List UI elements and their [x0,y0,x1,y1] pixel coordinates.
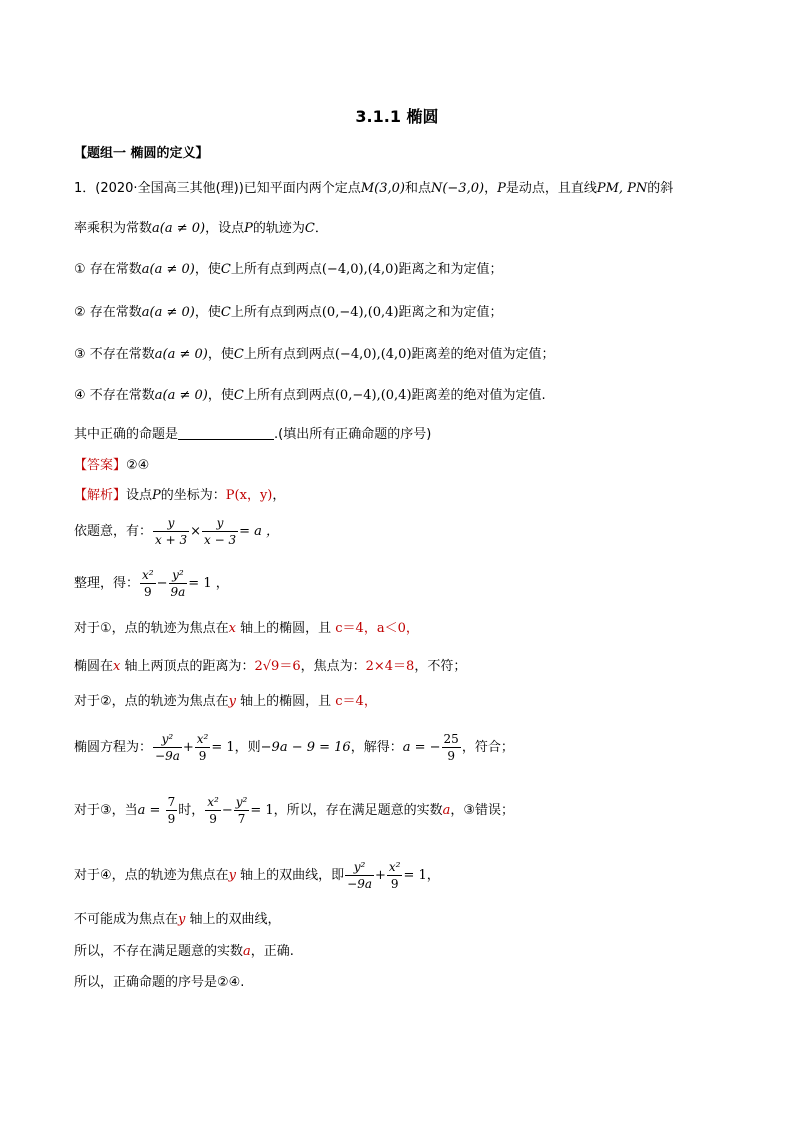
option-points: (0,−4),(0,4) [321,305,399,320]
group-heading: 【题组一 椭圆的定义】 [74,146,209,161]
question-line-2 [74,219,328,239]
prompt-text: .(填出所有正确命题的序号) [274,427,432,442]
analysis-line-2 [74,512,279,552]
condition-a: a(a ≠ 0) [152,221,206,236]
denominator: x + 3 [155,533,188,547]
equation-rhs: = a ， [239,524,280,539]
fraction [205,794,221,827]
analysis-text: 的坐标为： [160,488,226,503]
denominator: 9 [143,585,152,599]
operator: × [190,524,202,539]
option-mark: ④ [74,388,86,403]
analysis-text: 轴上的椭圆，且 [236,621,336,636]
fraction [153,731,182,764]
analysis-text: 设点 [126,488,153,503]
answer-blank [178,425,274,440]
condition-a: a(a ≠ 0) [154,347,208,362]
analysis-line-6 [74,692,377,712]
option-text: 上所有点到两点 [230,262,322,277]
analysis-line-8 [74,791,514,831]
axis-var: y [228,694,237,709]
curve-c: C [233,388,244,403]
analysis-line-11 [74,942,294,962]
analysis-text: 对于③，当 [74,803,138,818]
analysis-label: 【解析】 [74,488,127,503]
condition-a: a(a ≠ 0) [154,388,208,403]
question-text: ， [484,181,498,196]
answer-line [74,456,149,476]
equation-rhs: = 1 ， [188,576,229,591]
denominator: 9 [167,812,176,826]
numerator: y [202,515,238,532]
option-text: 上所有点到两点 [243,347,335,362]
point-n: N(−3,0) [430,181,485,196]
fraction [442,731,461,764]
lines-pm-pn: PM, PN [596,181,648,196]
analysis-text: ，不符； [414,659,467,674]
coord-p: P(x，y) [225,488,273,503]
option-text: ，使 [194,305,221,320]
option-points: (−4,0),(4,0) [321,262,399,277]
numerator: x² [207,795,219,809]
option-4 [74,386,546,406]
analysis-text: ，焦点为： [300,659,366,674]
option-mark: ② [74,305,86,320]
question-source: (2020·全国高三其他(理)) [95,181,244,196]
option-3 [74,345,555,365]
condition: c＝4， [335,694,377,709]
fraction [140,567,156,600]
curve-c: C [220,305,231,320]
point-p: P [497,181,506,196]
denominator: x − 3 [204,533,237,547]
analysis-line-7 [74,728,514,768]
question-prompt [74,425,431,445]
analysis-text: 椭圆方程为： [74,740,153,755]
analysis-line-10 [74,910,281,930]
analysis-text: ，所以，存在满足题意的实数 [273,803,443,818]
denominator: 9a [170,585,186,599]
question-text: 的斜 [647,181,674,196]
numerator: x² [196,732,209,746]
variable-a: a [442,803,451,818]
axis-var: y [178,912,186,927]
analysis-text: ，解得： [350,740,403,755]
analysis-text: 依题意，有： [74,524,153,539]
denominator: 9 [447,749,455,763]
fraction [153,515,189,548]
analysis-text: ，③错误； [450,803,515,818]
point-m: M(3,0) [360,181,405,196]
analysis-text: 对于②，点的轨迹为焦点在 [74,694,229,709]
question-text: 是动点，且直线 [505,181,597,196]
analysis-line-12: 所以，正确命题的序号是②④. [74,975,245,990]
analysis-text: 轴上的椭圆，且 [236,694,336,709]
analysis-text: 轴上的双曲线，即 [236,868,345,883]
analysis-text: 所以，不存在满足题意的实数 [74,944,244,959]
analysis-text: 对于④，点的轨迹为焦点在 [74,868,229,883]
analysis-text: ， [426,868,440,883]
operator: − [221,803,233,818]
equation: a = [137,803,165,818]
option-text: ，使 [207,347,234,362]
question-text: 率乘积为常数 [74,221,153,236]
fraction [387,859,403,892]
question-text: 和点 [404,181,431,196]
condition: c＝4，a＜0， [335,621,419,636]
equation-rhs: = 1 [250,803,274,818]
option-text: 存在常数 [85,305,142,320]
analysis-line-5 [74,657,466,677]
denominator: 9 [209,812,217,826]
vertex-distance: 2√9＝6 [254,659,301,674]
point-p: P [244,221,253,236]
denominator: −9a [347,877,372,891]
option-text: 不存在常数 [85,388,155,403]
page-title: 3.1.1 椭圆 [355,107,439,126]
analysis-text: 时， [178,803,205,818]
numerator: 7 [167,795,176,809]
analysis-line-4 [74,619,419,639]
analysis-text: 轴上的双曲线， [185,912,281,927]
option-text: 距离差的绝对值为定值； [411,347,555,362]
axis-var: y [228,868,237,883]
curve-c: C [304,221,315,236]
analysis-text: 对于①，点的轨迹为焦点在 [74,621,229,636]
fraction [195,731,211,764]
point-p: P [152,488,161,503]
analysis-text: ， [272,488,286,503]
condition-a: a(a ≠ 0) [141,305,195,320]
operator: + [375,868,386,883]
analysis-text: 不可能成为焦点在 [74,912,179,927]
variable-a: a [243,944,251,959]
option-mark: ① [74,262,86,277]
numerator: y² [169,567,188,584]
analysis-line-9 [74,856,440,896]
option-text: ，使 [207,388,234,403]
condition-a: a(a ≠ 0) [141,262,195,277]
analysis-text: 椭圆在 [74,659,114,674]
analysis-line-1 [74,486,285,506]
question-number: 1． [74,181,96,196]
analysis-text: 轴上两顶点的距离为： [120,659,255,674]
curve-c: C [220,262,231,277]
analysis-text: ，符合； [461,740,514,755]
option-points: (0,−4),(0,4) [334,388,412,403]
numerator: y² [235,795,248,809]
question-text: ，设点 [205,221,245,236]
solution: a = − [402,740,441,755]
option-1 [74,260,503,280]
focus-distance: 2×4＝8 [365,659,415,674]
operator: − [156,576,168,591]
equation-rhs: = 1 [403,868,427,883]
denominator: 9 [390,877,399,891]
axis-var: x [113,659,121,674]
option-2 [74,303,503,323]
numerator: y [153,515,189,532]
answer-label: 【答案】 [74,458,127,473]
numerator: y² [153,731,182,748]
question-text: ． [314,221,328,236]
option-text: 不存在常数 [85,347,155,362]
fraction [169,567,188,600]
fraction [234,794,250,827]
axis-var: x [228,621,236,636]
numerator: x² [388,860,401,874]
option-text: ，使 [194,262,221,277]
option-text: 距离之和为定值； [398,305,503,320]
analysis-text: 整理，得： [74,576,140,591]
fraction [345,859,374,892]
numerator: 25 [443,732,459,746]
analysis-text: ，正确. [250,944,294,959]
option-text: 上所有点到两点 [230,305,322,320]
option-text: 距离差的绝对值为定值. [411,388,546,403]
option-text: 存在常数 [85,262,142,277]
equation: −9a − 9 = 16 [260,740,351,755]
question-line-1 [74,179,673,199]
option-text: 上所有点到两点 [243,388,335,403]
question-text: 已知平面内两个定点 [243,181,361,196]
equation-rhs: = 1 [211,740,235,755]
fraction [166,794,178,827]
denominator: 7 [237,812,246,826]
operator: + [182,740,194,755]
curve-c: C [233,347,244,362]
option-points: (−4,0),(4,0) [334,347,412,362]
analysis-line-3 [74,564,229,604]
denominator: 9 [198,749,207,763]
answer-value: ②④ [126,458,150,473]
prompt-text: 其中正确的命题是 [74,427,179,442]
option-text: 距离之和为定值； [398,262,503,277]
numerator: x² [142,568,154,582]
denominator: −9a [155,749,180,763]
fraction [202,515,238,548]
option-mark: ③ [74,347,86,362]
question-text: 的轨迹为 [252,221,305,236]
numerator: y² [345,859,374,876]
analysis-text: ，则 [234,740,261,755]
